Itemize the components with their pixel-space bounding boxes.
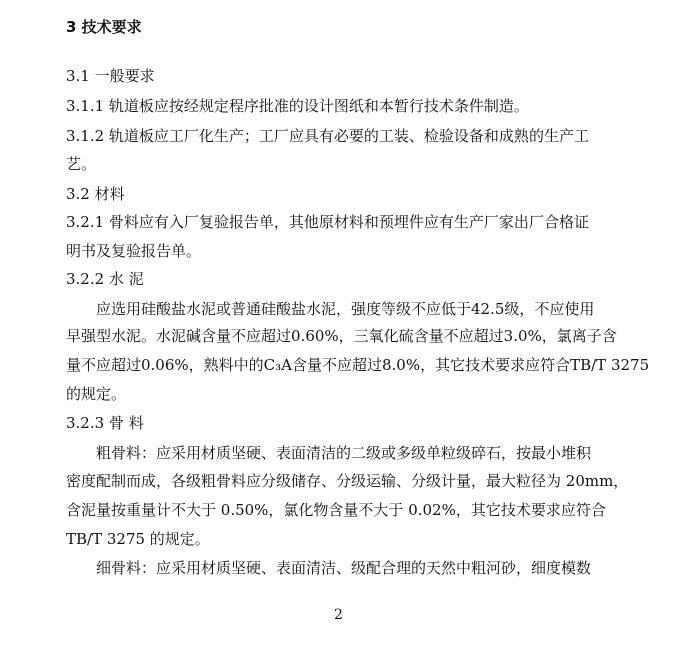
- section-heading: 3 技术要求: [66, 18, 142, 36]
- paragraph-line: 细骨料：应采用材质坚硬、表面清洁、级配合理的天然中粗河砂，细度模数: [96, 559, 592, 577]
- paragraph-line: 早强型水泥。水泥碱含量不应超过0.60%，三氧化硫含量不应超过3.0%，氯离子含: [66, 327, 617, 345]
- paragraph-line: 应选用硅酸盐水泥或普通硅酸盐水泥，强度等级不应低于42.5级，不应使用: [96, 300, 595, 318]
- clause-heading: 3.2.3 骨 料: [66, 414, 144, 432]
- clause-text-continuation: 明书及复验报告单。: [66, 242, 202, 260]
- clause-heading: 3.2.2 水 泥: [66, 270, 144, 288]
- paragraph-line: 含泥量按重量计不大于 0.50%，氯化物含量不大于 0.02%，其它技术要求应符合: [66, 501, 606, 519]
- clause-text: 3.2.1 骨料应有入厂复验报告单，其他原材料和预埋件应有生产厂家出厂合格证: [66, 213, 589, 231]
- paragraph-line: TB/T 3275 的规定。: [66, 530, 210, 548]
- paragraph-line: 粗骨料：应采用材质坚硬、表面清洁的二级或多级单粒级碎石，按最小堆积: [96, 444, 592, 462]
- paragraph-line: 密度配制而成，各级粗骨料应分级储存、分级运输、分级计量，最大粒径为 20mm，: [66, 472, 629, 490]
- page-number: 2: [334, 607, 343, 623]
- clause-text: 3.1.1 轨道板应按经规定程序批准的设计图纸和本暂行技术条件制造。: [66, 97, 529, 115]
- clause-text: 3.1.2 轨道板应工厂化生产；工厂应具有必要的工装、检验设备和成熟的生产工: [66, 127, 589, 145]
- paragraph-line: 的规定。: [66, 385, 127, 403]
- subsection-heading: 3.2 材料: [66, 185, 125, 203]
- paragraph-line: 量不应超过0.06%，熟料中的C₃A含量不应超过8.0%，其它技术要求应符合TB/T 3275: [66, 356, 650, 374]
- subsection-heading: 3.1 一般要求: [66, 67, 155, 85]
- clause-text-continuation: 艺。: [66, 155, 97, 173]
